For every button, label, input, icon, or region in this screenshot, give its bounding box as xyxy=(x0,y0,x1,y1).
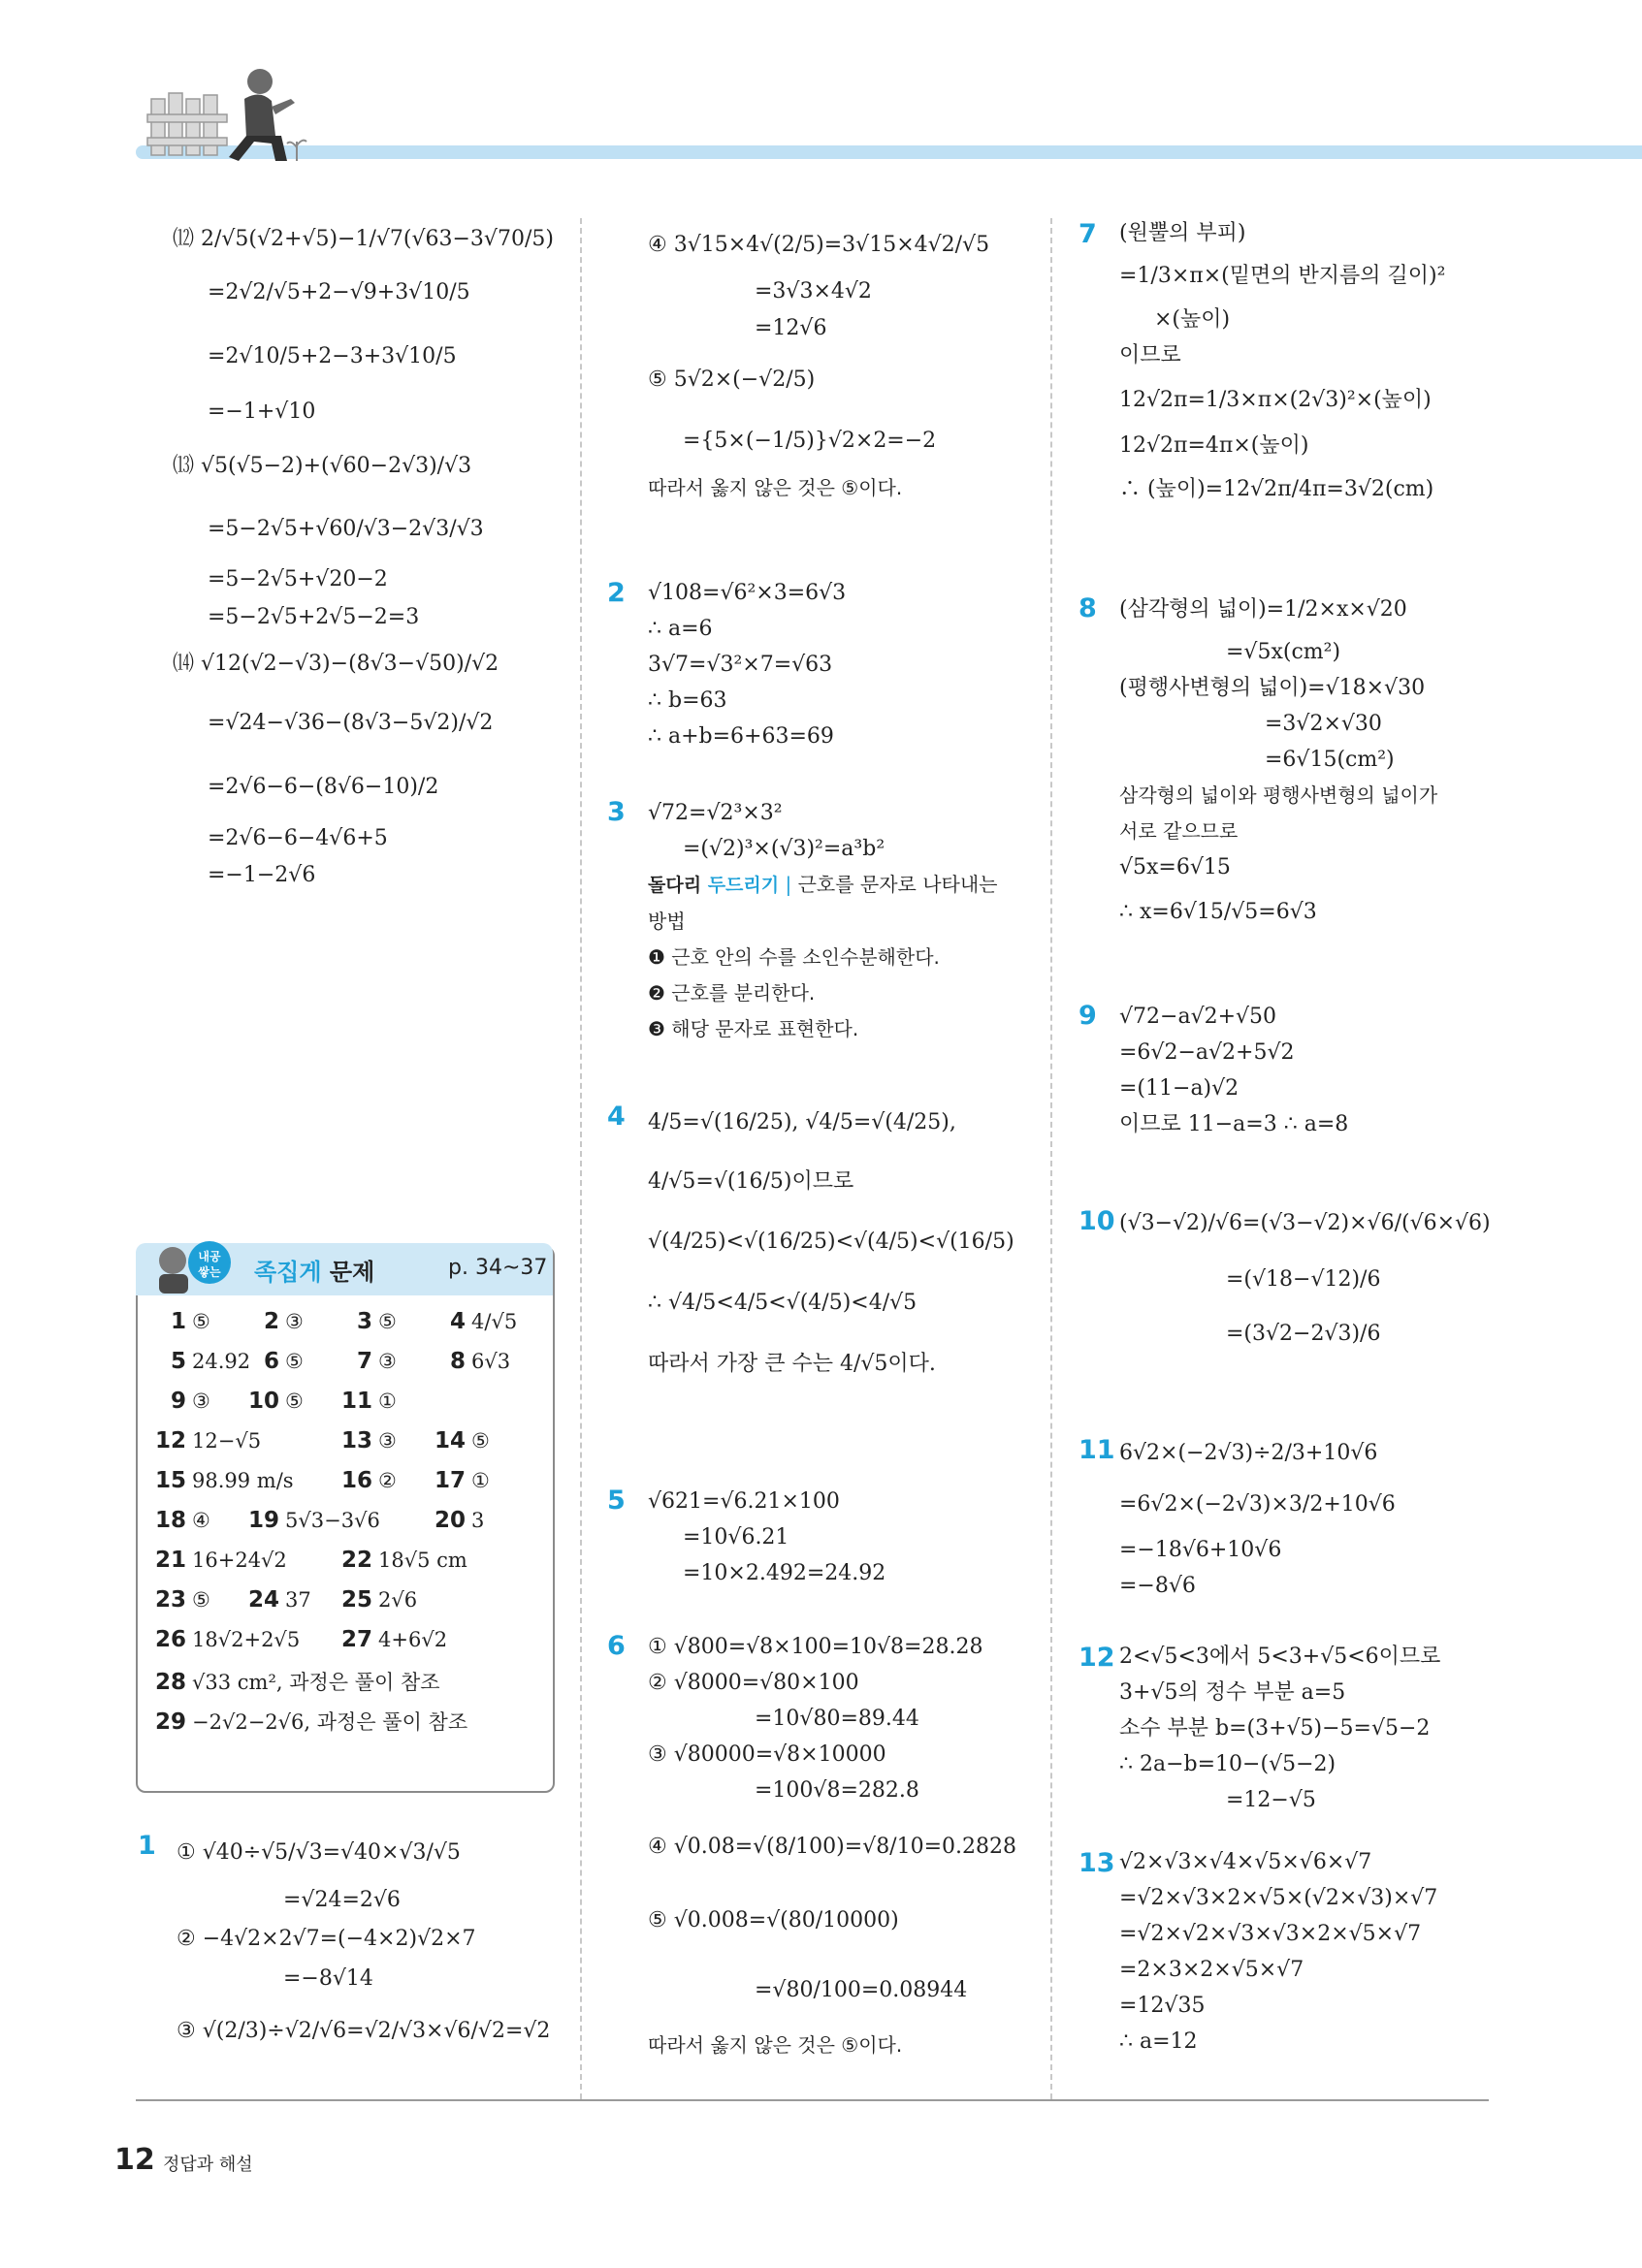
solution-line: √621=√6.21×100 xyxy=(648,1489,840,1514)
question-9-solution xyxy=(1119,999,1604,1142)
question-number: 12 xyxy=(1079,1643,1115,1673)
solution-line: =−1−2√6 xyxy=(208,863,316,887)
answer-item: 16 ② xyxy=(341,1468,397,1493)
solution-line: =−8√14 xyxy=(283,1966,373,1991)
solution-line: ∴ x=6√15/√5=6√3 xyxy=(1119,900,1317,924)
solution-line: =2√2/√5+2−√9+3√10/5 xyxy=(208,280,470,304)
solution-line: 3√7=√3²×7=√63 xyxy=(648,653,833,677)
tip-step: ❸ 해당 문자로 표현한다. xyxy=(648,1017,859,1040)
answer-item: 27 4+6√2 xyxy=(341,1627,448,1652)
answer-item: 24 37 xyxy=(248,1587,311,1613)
solution-line: 따라서 옳지 않은 것은 ⑤이다. xyxy=(648,476,903,499)
solution-line: ∴ 2a−b=10−(√5−2) xyxy=(1119,1752,1336,1776)
answer-item: 20 3 xyxy=(435,1508,485,1533)
answer-item: 28 √33 cm², 과정은 풀이 참조 xyxy=(155,1670,440,1695)
answer-box-pages: p. 34~37 xyxy=(448,1256,548,1280)
solution-line: =10√80=89.44 xyxy=(755,1707,919,1731)
solution-line: =5−2√5+√20−2 xyxy=(208,567,388,591)
answer-row xyxy=(171,1349,539,1389)
solution-line: =10√6.21 xyxy=(683,1525,789,1549)
answer-item: 29 −2√2−2√6, 과정은 풀이 참조 xyxy=(155,1709,468,1735)
solution-line: 삼각형의 넓이와 평행사변형의 넓이가 xyxy=(1119,783,1438,807)
solution-line: 4/5=√(16/25), √4/5=√(4/25), xyxy=(648,1110,956,1134)
solution-line: =(11−a)√2 xyxy=(1119,1076,1240,1101)
solution-line: 2<√5<3에서 5<3+√5<6이므로 xyxy=(1119,1645,1441,1669)
solution-line: √72=√2³×3² xyxy=(648,801,783,825)
solution-line: =2×3×2×√5×√7 xyxy=(1119,1958,1304,1982)
solution-line: =2√10/5+2−3+3√10/5 xyxy=(208,344,457,368)
left-column xyxy=(173,218,570,893)
solution-line: ② √8000=√80×100 xyxy=(648,1671,859,1695)
solution-line: =5−2√5+√60/√3−2√3/√3 xyxy=(208,517,484,541)
solution-line: =(3√2−2√3)/6 xyxy=(1226,1322,1381,1346)
tip-text: 방법 xyxy=(648,910,686,933)
solution-line: √72−a√2+√50 xyxy=(1119,1005,1277,1029)
tip-step: ❶ 근호 안의 수를 소인수분해한다. xyxy=(648,945,940,969)
solution-line: =12−√5 xyxy=(1226,1788,1316,1812)
question-3-solution xyxy=(648,795,1036,1047)
solution-line: 4/√5=√(16/5)이므로 xyxy=(648,1169,854,1194)
solution-line: ⒀ √5(√5−2)+(√60−2√3)/√3 xyxy=(173,454,472,478)
answer-item: 4 4/√5 xyxy=(450,1309,518,1334)
answer-item: 18 ④ xyxy=(155,1508,210,1533)
solution-line: =100√8=282.8 xyxy=(755,1778,919,1803)
solution-line: ∴ (높이)=12√2π/4π=3√2(cm) xyxy=(1119,477,1434,501)
answer-item: 26 18√2+2√5 xyxy=(155,1627,301,1652)
solution-line: 6√2×(−2√3)÷2/3+10√6 xyxy=(1119,1441,1378,1465)
column-divider-1 xyxy=(580,218,582,2099)
question-13-solution xyxy=(1119,1844,1604,2060)
question-number: 8 xyxy=(1079,593,1097,623)
question-number: 10 xyxy=(1079,1206,1115,1236)
solution-line: ={5×(−1/5)}√2×2=−2 xyxy=(683,429,937,453)
header-band xyxy=(136,145,1642,159)
solution-line: 소수 부분 b=(3+√5)−5=√5−2 xyxy=(1119,1716,1431,1741)
gardener-illustration xyxy=(145,60,310,167)
question-11-solution xyxy=(1119,1429,1604,1604)
page-label: 정답과 해설 xyxy=(163,2155,253,2175)
solution-line: ×(높이) xyxy=(1154,307,1231,332)
solution-line: =√24=2√6 xyxy=(283,1888,401,1912)
answer-grid xyxy=(155,1309,539,1746)
solution-line: ∴ b=63 xyxy=(648,688,727,713)
solution-line: √2×√3×√4×√5×√6×√7 xyxy=(1119,1850,1372,1874)
answer-row xyxy=(171,1389,539,1428)
solution-line: ∴ a+b=6+63=69 xyxy=(648,724,834,749)
question-7-solution xyxy=(1119,215,1604,516)
tip-label: 돌다리 두드리기 xyxy=(648,875,780,896)
answer-row xyxy=(155,1508,539,1548)
solution-line: =√5x(cm²) xyxy=(1226,640,1341,664)
question-number: 7 xyxy=(1079,219,1097,249)
solution-line: =3√2×√30 xyxy=(1265,712,1382,736)
solution-line: 서로 같으므로 xyxy=(1119,819,1239,843)
solution-line: 이므로 xyxy=(1119,343,1181,367)
solution-line: (√3−√2)/√6=(√3−√2)×√6/(√6×√6) xyxy=(1119,1211,1491,1235)
answer-item: 2 ③ xyxy=(264,1309,304,1334)
solution-line: ③ √(2/3)÷√2/√6=√2/√3×√6/√2=√2 xyxy=(177,2019,551,2043)
answer-item: 15 98.99 m/s xyxy=(155,1468,294,1493)
tip-box: 돌다리 두드리기 | 근호를 문자로 나타내는 xyxy=(648,873,998,896)
solution-line: 이므로 11−a=3 ∴ a=8 xyxy=(1119,1112,1349,1136)
question-10-solution xyxy=(1119,1195,1604,1361)
svg-text:내공: 내공 xyxy=(198,1250,221,1263)
middle-column xyxy=(648,218,1036,507)
solution-line: 3+√5의 정수 부분 a=5 xyxy=(1119,1680,1346,1705)
solution-line: √(4/25)<√(16/25)<√(4/5)<√(16/5) xyxy=(648,1230,1014,1254)
question-number: 1 xyxy=(138,1831,156,1861)
solution-line: =−8√6 xyxy=(1119,1574,1196,1598)
solution-line: (삼각형의 넓이)=1/2×x×√20 xyxy=(1119,597,1407,622)
answer-item: 11 ① xyxy=(341,1389,397,1414)
question-1-solution xyxy=(177,1825,564,2063)
solution-line: =2√6−6−(8√6−10)/2 xyxy=(208,775,439,799)
question-number: 5 xyxy=(607,1485,626,1516)
answer-item: 1 ⑤ xyxy=(171,1309,210,1334)
solution-line: √108=√6²×3=6√3 xyxy=(648,581,847,605)
solution-line: =(√2)³×(√3)²=a³b² xyxy=(683,837,885,861)
answer-item: 23 ⑤ xyxy=(155,1587,210,1613)
answer-item: 14 ⑤ xyxy=(435,1428,490,1453)
solution-line: =−18√6+10√6 xyxy=(1119,1538,1282,1562)
page-number: 12 xyxy=(114,2143,155,2177)
solution-line: =12√6 xyxy=(755,316,827,340)
solution-line: ③ √80000=√8×10000 xyxy=(648,1742,886,1767)
answer-item: 5 24.92 xyxy=(171,1349,251,1374)
question-number: 9 xyxy=(1079,1001,1097,1031)
question-number: 3 xyxy=(607,797,626,827)
solution-line: =2√6−6−4√6+5 xyxy=(208,826,388,850)
solution-line: =√24−√36−(8√3−5√2)/√2 xyxy=(208,711,494,735)
solution-line: ⑤ √0.008=√(80/10000) xyxy=(648,1908,899,1933)
question-number: 4 xyxy=(607,1102,626,1132)
question-5-solution xyxy=(648,1484,1036,1591)
solution-line: √5x=6√15 xyxy=(1119,855,1231,879)
solution-line: ⒁ √12(√2−√3)−(8√3−√50)/√2 xyxy=(173,652,499,676)
answer-item: 8 6√3 xyxy=(450,1349,511,1374)
solution-line: ④ √0.08=√(8/100)=√8/10=0.2828 xyxy=(648,1835,1017,1859)
answer-item: 19 5√3−3√6 xyxy=(248,1508,380,1533)
solution-line: ① √800=√8×100=10√8=28.28 xyxy=(648,1635,983,1659)
solution-line: =6√2×(−2√3)×3/2+10√6 xyxy=(1119,1492,1396,1517)
solution-line: ⑿ 2/√5(√2+√5)−1/√7(√63−3√70/5) xyxy=(173,227,554,251)
question-4-solution xyxy=(648,1094,1036,1394)
solution-line: 12√2π=1/3×π×(2√3)²×(높이) xyxy=(1119,388,1432,412)
question-12-solution xyxy=(1119,1639,1604,1818)
solution-line: =1/3×π×(밑면의 반지름의 길이)² xyxy=(1119,264,1446,288)
solution-line: =(√18−√12)/6 xyxy=(1226,1267,1381,1292)
footer-rule xyxy=(136,2099,1489,2101)
answer-row xyxy=(155,1667,539,1707)
tip-text: 근호를 문자로 나타내는 xyxy=(797,873,998,896)
answer-row xyxy=(155,1707,539,1746)
solution-line: =√80/100=0.08944 xyxy=(755,1978,968,2002)
answer-item: 25 2√6 xyxy=(341,1587,418,1613)
answer-row xyxy=(155,1587,539,1627)
answer-row xyxy=(155,1627,539,1667)
answer-item: 10 ⑤ xyxy=(248,1389,304,1414)
question-8-solution xyxy=(1119,586,1604,940)
answer-item: 9 ③ xyxy=(171,1389,210,1414)
solution-line: =3√3×4√2 xyxy=(755,279,872,303)
solution-line: =√2×√3×2×√5×(√2×√3)×√7 xyxy=(1119,1886,1438,1910)
solution-line: ① √40÷√5/√3=√40×√3/√5 xyxy=(177,1840,461,1865)
question-6-solution xyxy=(648,1629,1036,2064)
solution-line: =−1+√10 xyxy=(208,399,316,424)
solution-line: ∴ a=12 xyxy=(1119,2029,1198,2054)
question-number: 6 xyxy=(607,1631,626,1661)
solution-line: 따라서 가장 큰 수는 4/√5이다. xyxy=(648,1352,936,1376)
mascot-icon xyxy=(147,1237,235,1295)
svg-text:쌓는: 쌓는 xyxy=(198,1265,221,1279)
answer-item: 21 16+24√2 xyxy=(155,1548,287,1573)
answer-item: 13 ③ xyxy=(341,1428,397,1453)
question-number: 13 xyxy=(1079,1848,1115,1878)
solution-line: (평행사변형의 넓이)=√18×√30 xyxy=(1119,676,1426,700)
solution-line: (원뿔의 부피) xyxy=(1119,221,1246,245)
answer-item: 22 18√5 cm xyxy=(341,1548,467,1573)
solution-line: =12√35 xyxy=(1119,1994,1206,2018)
answer-item: 6 ⑤ xyxy=(264,1349,304,1374)
solution-line: =6√15(cm²) xyxy=(1265,748,1395,772)
solution-line: ② −4√2×2√7=(−4×2)√2×7 xyxy=(177,1927,476,1951)
answer-item: 12 12−√5 xyxy=(155,1428,262,1453)
answer-row xyxy=(155,1548,539,1587)
answer-row xyxy=(155,1428,539,1468)
answer-box-title: 족집게 문제 xyxy=(254,1259,375,1286)
solution-line: =10×2.492=24.92 xyxy=(683,1561,886,1585)
solution-line: ∴ a=6 xyxy=(648,617,713,641)
question-number: 2 xyxy=(607,578,626,608)
tip-step: ❷ 근호를 분리한다. xyxy=(648,981,816,1005)
question-number: 11 xyxy=(1079,1435,1115,1465)
solution-line: =5−2√5+2√5−2=3 xyxy=(208,605,420,629)
answer-item: 7 ③ xyxy=(357,1349,397,1374)
answer-item: 3 ⑤ xyxy=(357,1309,397,1334)
answer-item: 17 ① xyxy=(435,1468,490,1493)
solution-line: =√2×√2×√3×√3×2×√5×√7 xyxy=(1119,1922,1422,1946)
solution-line: ∴ √4/5<4/5<√(4/5)<4/√5 xyxy=(648,1291,918,1315)
answer-row xyxy=(171,1309,539,1349)
solution-line: ④ 3√15×4√(2/5)=3√15×4√2/√5 xyxy=(648,233,990,257)
solution-line: =6√2−a√2+5√2 xyxy=(1119,1040,1295,1065)
column-divider-2 xyxy=(1050,218,1052,2099)
solution-line: 12√2π=4π×(높이) xyxy=(1119,433,1309,458)
answer-row xyxy=(155,1468,539,1508)
solution-line: ⑤ 5√2×(−√2/5) xyxy=(648,367,816,392)
solution-line: 따라서 옳지 않은 것은 ⑤이다. xyxy=(648,2033,903,2057)
question-2-solution xyxy=(648,575,1036,754)
